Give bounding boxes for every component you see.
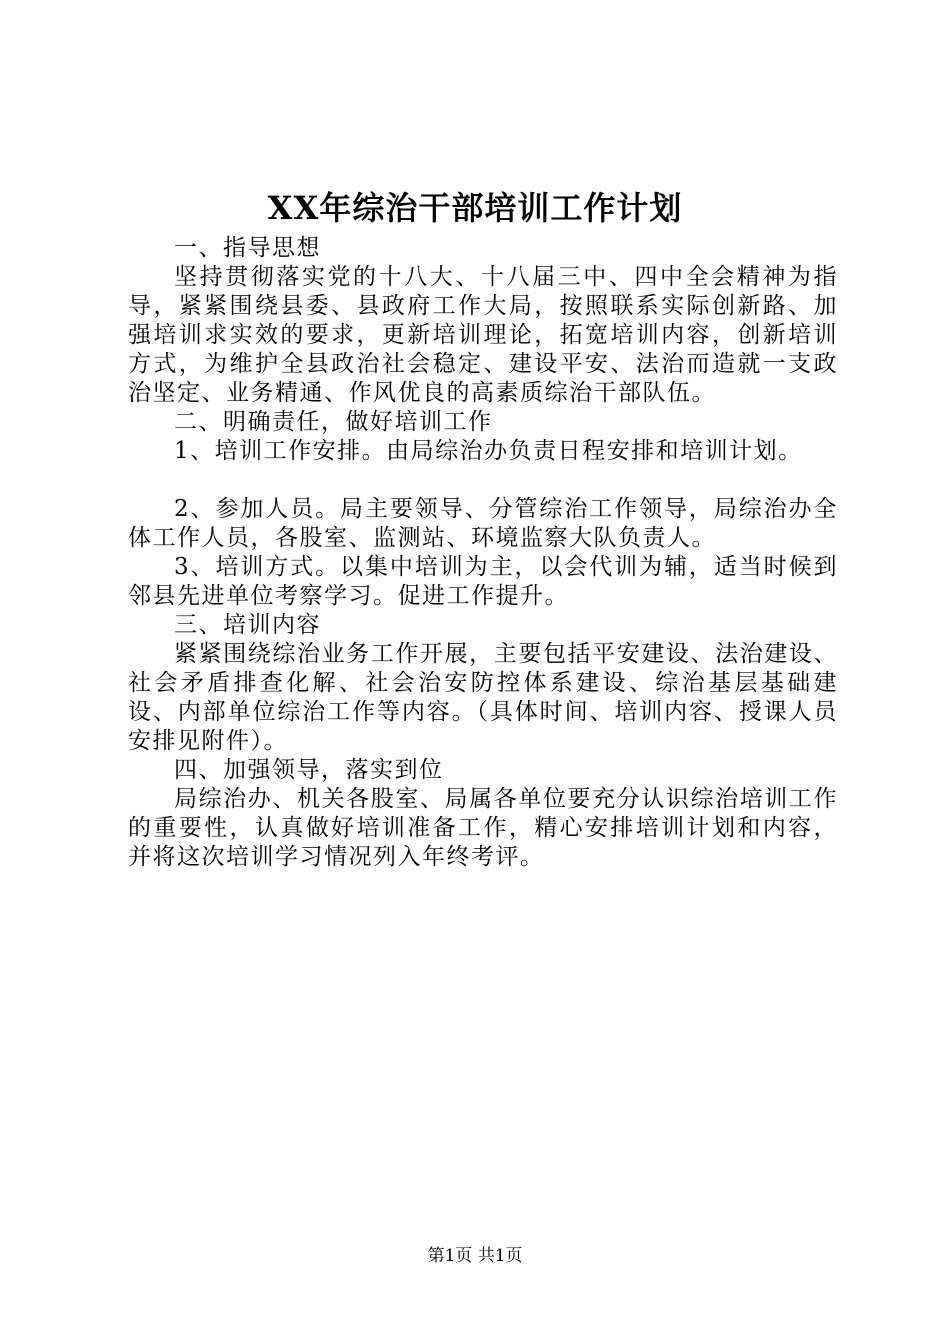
paragraph-guiding-thought: 坚持贯彻落实党的十八大、十八届三中、四中全会精神为指导，紧紧围绕县委、县政府工作大局，按照联系实际创新路、加强培训求实效的要求，更新培训理论，拓宽培训内容，创新培训方式，为维护全县政治社会稳定、建设平安、法治而造就一支政治坚定、业务精通、作风优良的高素质综治干部队伍。 [128, 264, 838, 406]
document-title: XX年综治干部培训工作计划 [267, 189, 683, 227]
paragraph-item-3: 3、培训方式。以集中培训为主，以会代训为辅，适当时候到邻县先进单位考察学习。促进工作提升。 [128, 554, 838, 609]
paragraph-training-content: 紧紧围绕综治业务工作开展，主要包括平安建设、法治建设、社会矛盾排查化解、社会治安防控体系建设、综治基层基础建设、内部单位综治工作等内容。（具体时间、培训内容、授课人员安排见附件）。 [128, 641, 838, 754]
paragraph-item-2: 2、参加人员。局主要领导、分管综治工作领导，局综治办全体工作人员，各股室、监测站、环境监察大队负责人。 [128, 496, 838, 551]
section-heading-2: 二、明确责任，做好培训工作 [174, 409, 493, 435]
document-body [128, 234, 838, 872]
section-heading-4: 四、加强领导，落实到位 [174, 757, 444, 783]
page-footer: 第1页 共1页 [427, 1246, 523, 1266]
paragraph-leadership: 局综治办、机关各股室、局属各单位要充分认识综治培训工作的重要性，认真做好培训准备工作，精心安排培训计划和内容，并将这次培训学习情况列入年终考评。 [128, 786, 838, 870]
section-heading-3: 三、培训内容 [174, 612, 321, 638]
section-heading-1: 一、指导思想 [174, 235, 321, 261]
paragraph-item-1: 1、培训工作安排。由局综治办负责日程安排和培训计划。 [174, 438, 803, 464]
